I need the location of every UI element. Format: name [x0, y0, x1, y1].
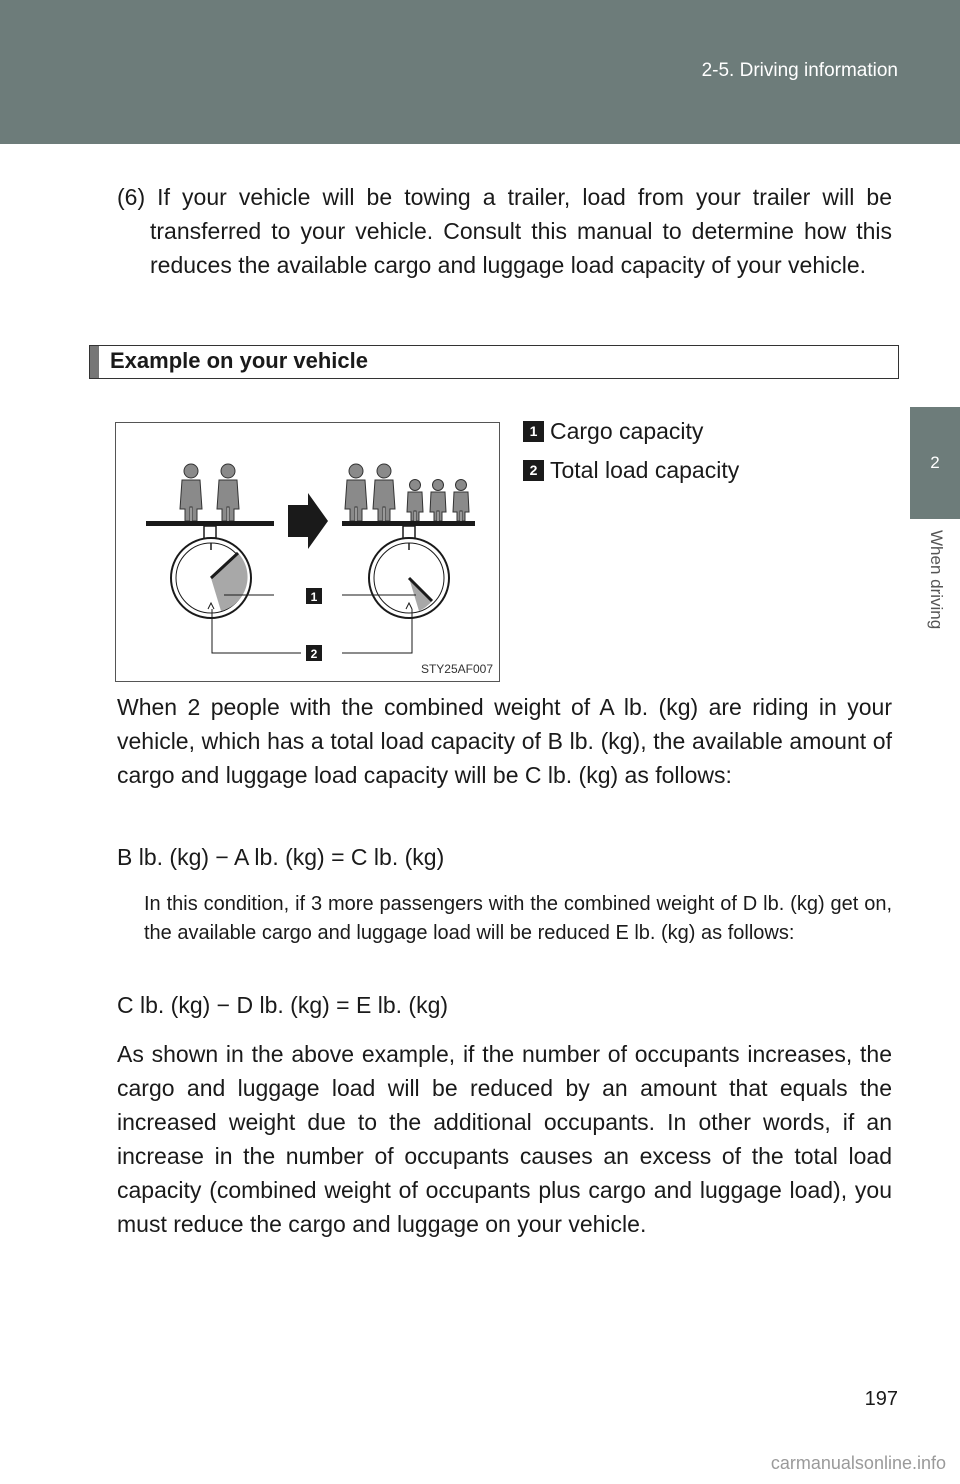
gauge-icon: [171, 538, 251, 618]
chapter-tab[interactable]: 2: [910, 407, 960, 519]
section-accent: [90, 346, 99, 378]
page-number: 197: [864, 1388, 898, 1410]
watermark[interactable]: carmanualsonline.info: [770, 1453, 946, 1473]
section-header-title: Example on your vehicle: [110, 348, 368, 373]
legend-badge-2: 2: [523, 460, 544, 481]
callout-1-label: 1: [310, 590, 318, 604]
gauge-icon: [369, 538, 449, 618]
callout-2-label: 2: [310, 647, 318, 661]
example-paragraph-1: When 2 people with the combined weight of A lb. (kg) are riding in your vehicle, which has a total load capacity of B lb. (kg), the available amount of cargo and luggage load capacity will be C lb. (kg) as follows:: [117, 694, 892, 788]
person-icon: [345, 464, 469, 521]
arrow-right-icon: [288, 493, 328, 549]
legend-item-1: [523, 418, 703, 445]
load-capacity-illustration: [115, 422, 500, 682]
example-paragraph-2: In this condition, if 3 more passengers with the combined weight of D lb. (kg) get on, the available cargo and luggage load will be reduced E lb. (kg) as follows:: [144, 893, 892, 944]
section-title: 2-5. Driving information: [701, 60, 898, 81]
summary-paragraph: As shown in the above example, if the number of occupants increases, the cargo and luggage load will be reduced by an amount that equals the increased weight due to the additional occupants. In other words, if an increase in the number of occupants causes an excess of the total load capacity (combined weight of occupants plus cargo and luggage load), you must reduce the cargo and luggage on your vehicle.: [117, 1041, 892, 1237]
chapter-label: When driving: [927, 530, 946, 630]
figure-code: STY25AF007: [420, 662, 493, 676]
person-icon: [180, 464, 239, 521]
equation-2: C lb. (kg) − D lb. (kg) = E lb. (kg): [117, 992, 449, 1018]
legend-item-2: [523, 457, 739, 484]
step-6-paragraph: (6) If your vehicle will be towing a trailer, load from your trailer will be transferred to your vehicle. Consult this manual to determine how this reduces the available cargo and luggage load capacity of your vehicle.: [117, 184, 892, 278]
legend-label-2: Total load capacity: [550, 457, 740, 483]
legend-badge-1: 1: [523, 421, 544, 442]
example-section-header: [89, 345, 899, 379]
legend-label-1: Cargo capacity: [550, 418, 704, 444]
equation-1: B lb. (kg) − A lb. (kg) = C lb. (kg): [117, 844, 445, 870]
illustration-svg: [116, 423, 498, 680]
